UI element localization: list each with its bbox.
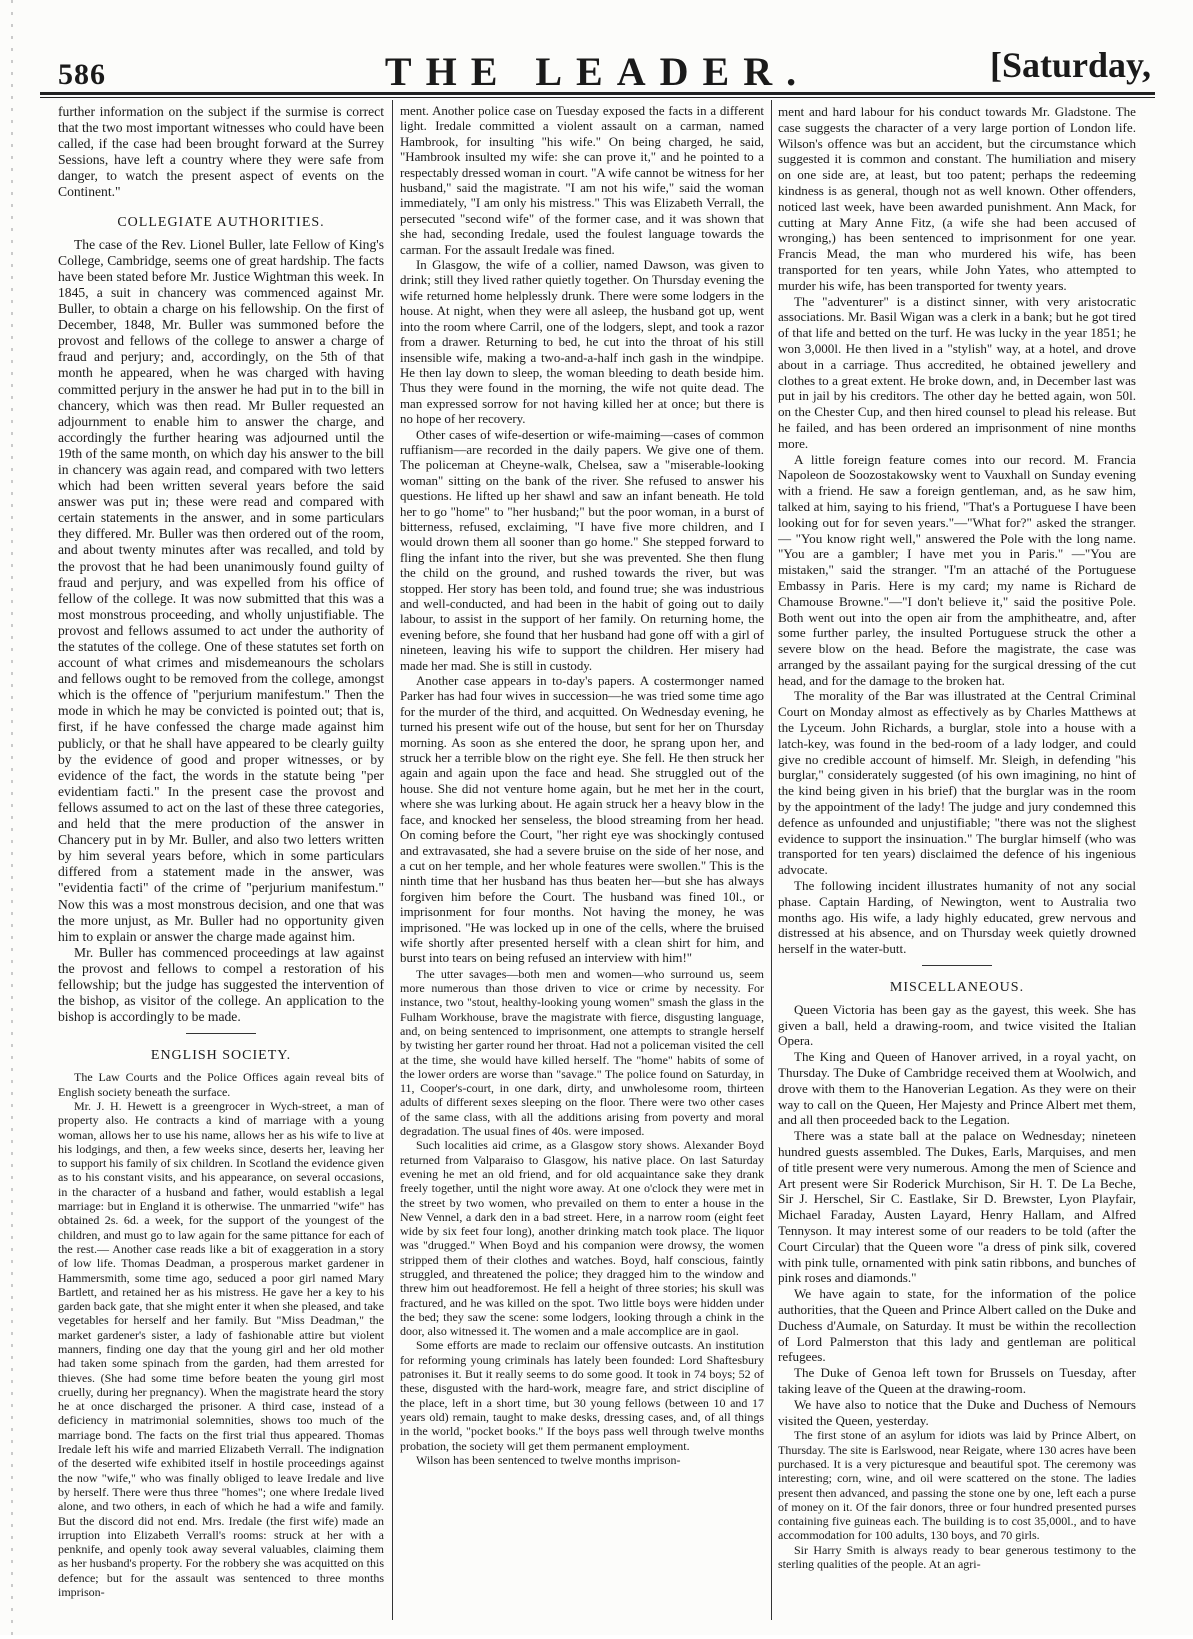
article-text: The "adventurer" is a distinct sinner, with very aristocratic associations. Mr. Basil Wigan was a clerk in a bank; but he got tired of that life and betted on the turf. He was lucky in the year 1851; he won 3,000l. He then lived in a "stylish" way, at a hotel, and drove about in a carriage. Thus accredited, he obtained jewellery and clothes to a great extent. He broke down, and, in December last was put in jail by his creditors. The other day he betted again, won 50l. on the Chester Cup, and then hired counsel to plead his release. But he failed, and has been ordered an imprisonment of nine months more. [778,293,1136,451]
section-divider [922,965,992,966]
article-text: The first stone of an asylum for idiots was laid by Prince Albert, on Thursday. The site is Earlswood, near Reigate, where 130 acres have been purchased. It is a very picturesque and beautiful spot. The ceremony was interesting; corn, wine, and oil were scattered on the stone. The ladies present then advanced, and passing the stone one by one, left each a purse of money on it. Of the fair donors, three or four hundred presented purses containing five guineas each. The building is to cost 35,000l., and to have accommodation for 100 adults, 130 boys, and 70 girls. [778,1428,1136,1543]
article-text: ment and hard labour for his conduct towards Mr. Gladstone. The case suggests the character of a very large portion of London life. Wilson's offence was but an accident, but the circumstance which suggested it is common and constant. The humiliation and misery on one side are, at least, but too patent; perhaps the redeeming kindness is as general, though not as well known. Other offenders, noticed last week, have been awarded punishment. Ann Mack, for cutting at Mary Anne Fitz, (a wife she had been accused of wronging,) has been sentenced to imprisonment for one year. Francis Mead, the man who murdered his wife, has been transported for ten years, while John Yates, who attempted to murder his wife, has been transported for twenty years. [778,104,1136,293]
column-1 [58,104,384,1619]
section-heading: ENGLISH SOCIETY. [150,1048,292,1064]
article-text: In Glasgow, the wife of a collier, named Dawson, was given to drink; still they lived rather quietly together. On Thursday evening the wife returned home helplessly drunk. There were some lodgers in the house. At night, when they were all asleep, the husband got up, went into the room where Carril, one of the lodgers, slept, and took a razor from a drawer. Returning to bed, he cut into the throat of his still insensible wife, making a two-and-a-half inch gash in the windpipe. He then lay down to sleep, the woman bleeding to death beside him. Thus they were found in the morning, the wife not quite dead. The man expressed sorrow for not having killed her at once; but there is no hope of her recovery. [400,258,764,427]
article-text: Sir Harry Smith is always ready to bear generous testimony to the sterling qualities of the people. At an agri- [778,1542,1136,1572]
article-text: We have again to state, for the information of the police authorities, that the Queen and Prince Albert called on the Duke and Duchess d'Aumale, on Saturday. It must be within the recollection of Lord Palmerston that this lady and gentleman are political refugees. [778,1286,1136,1365]
section-heading: COLLEGIATE AUTHORITIES. [117,214,325,230]
article-text: Wilson has been sentenced to twelve months imprison- [416,1452,681,1467]
masthead-rule [40,92,1155,95]
article-text: Other cases of wife-desertion or wife-maiming—cases of common ruffianism—are recorded in the daily papers. We give one of them. The policeman at Cheyne-walk, Chelsea, saw a "miserable-looking woman" sitting on the bank of the river. She refused to answer his questions. He lifted up her shawl and saw an infant beneath. He told her to go "home" to "her husband;" but the poor woman, in a burst of bitterness, refused, exclaiming, "I have five more children, and I would drown them all sooner than go home." She stepped forward to fling the infant into the river, but she was prevented. She then flung the child on the ground, and rushed towards the river, but was stopped. Her story has been told, and found true; she was industrious and well-conducted, and had been in the habit of going out to daily labour, to assist in the support of her family. On returning home, the evening before, she found that her husband had gone off with a girl of nineteen, leaving his wife to support the children. Her misery had made her mad. She is still in custody. [400,427,764,673]
article-text: There was a state ball at the palace on Wednesday; nineteen hundred guests assembled. The Dukes, Earls, Marquises, and men of title present were very numerous. Among the men of Science and Art present were Sir Roderick Murchison, Sir H. T. De La Beche, Sir J. Herschel, Sir C. Eastlake, Sir D. Brewster, Lyon Playfair, Michael Faraday, Austen Layard, Henry Hallam, and Alfred Tennyson. It may interest some of our readers to be told (after the Court Circular) that the Queen wore "a dress of pink silk, covered with pink tulle, ornamented with pink satin ribbons, and bunches of pink roses and diamonds." [778,1128,1136,1286]
article-text: Mr. J. H. Hewett is a greengrocer in Wych-street, a man of property also. He contracts a kind of marriage with a young woman, allows her to use his name, allows her as his wife to live at his lodgings, and then, a few weeks since, deserts her, leaving her to support his family of six children. In Scotland the evidence given as to his constant visits, and his appearance, on several occasions, in the character of a husband and father, would establish a legal marriage: but in England it is otherwise. The unmarried "wife" has obtained 2s. 6d. a week, for the support of the youngest of the children, and must go to law again for the same pittance for each of the rest.— Another case reads like a bit of exaggeration in a story of low life. Thomas Deadman, a prosperous market gardener in Hammersmith, some time ago, seduced a poor girl named Mary Bartlett, and retained her as his mistress. He gave her a key to his garden back gate, that she might enter it when she pleased, and take vegetables for herself and her family. But "Miss Deadman," the market gardener's sister, a lady of fashionable attire but violent manners, finding one day that the young girl and her old mother had taken some spinach from the garden, had them arrested for thieves. (She had some time before beaten the young girl most cruelly, during her pregnancy). When the magistrate heard the story he at once discharged the prisoner. A third case, instead of a deficiency in matrimonial solemnities, shows too much of the marriage bond. The facts on the first trial thus appeared. Thomas Iredale left his wife and married Elizabeth Verrall. The indignation of the deserted wife exhibited itself in hostile proceedings against the now "wife," who was finally obliged to leave Iredale and live by herself. There were thus three "homes"; one where Iredale lived alone, and two others, in each of which he had a wife and family. But the discord did not end. Mrs. Iredale (the first wife) made an irruption into Elizabeth Verrall's rooms: struck at her with a penknife, and openly took away several valuables, claiming them as her husband's property. For the robbery she was acquitted on this defence; but for the assault was sentenced to three months imprison- [58,1098,384,1600]
article-text: We have also to notice that the Duke and Duchess of Nemours visited the Queen, yesterday. [778,1396,1136,1428]
article-text: Queen Victoria has been gay as the gayest, this week. She has given a ball, held a drawing-room, and twice visited the Italian Opera. [778,1001,1136,1049]
column-divider-2 [771,100,772,1620]
article-text: The Law Courts and the Police Offices again reveal bits of English society beneath the surface. [58,1070,384,1099]
section-divider [186,1033,256,1034]
binding-edge-marks [4,0,18,1635]
article-text: The Duke of Genoa left town for Brussels on Tuesday, after taking leave of the Queen at the drawing-room. [778,1365,1136,1396]
article-text: ment. Another police case on Tuesday exposed the facts in a different light. Iredale committed a violent assault on a carman, named Hambrook, for insulting "his wife." On being charged, he said, "Hambrook insulted my wife: she can prove it," and he pointed to a respectably dressed woman in court. "A wife cannot be witness for her husband," said the magistrate. "I am not his wife," said the woman immediately, "I am only his mistress." This was Elizabeth Verrall, the persecuted "second wife" of the former case, and it was shown that she had, seconding Iredale, used the foulest language towards the carman. For the assault Iredale was fined. [400,104,764,257]
column-2 [400,104,764,1619]
article-text: Another case appears in to-day's papers. A costermonger named Parker has had four wives in succession—he was tried some time ago for the murder of the third, and acquitted. On Wednesday evening, he turned his present wife out of the house, but sent for her on Thursday morning. As soon as she entered the door, he sprang upon her, and struck her a terrible blow on the right eye. She fell. He then struck her again and again upon the face and head. She struggled out of the house. She did not venture home again, but he met her in the court, where she was lurking about. He again struck her a heavy blow in the face, and knocked her senseless, the blood streaming from her head. On coming before the Court, "her right eye was shockingly contused and extravasated, she had a severe bruise on the side of her nose, and a cut on her temple, and her whole features were swollen." This is the ninth time that her husband has thus beaten her—but she has always forgiven him before the Court. The husband was fined 10l., or imprisonment for four months. Not having the money, he was imprisoned. "He was locked up in one of the cells, where the bruised wife shortly after presented herself with a clean shirt for him, and burst into tears on being refused an interview with him!" [400,674,764,966]
article-text: Some efforts are made to reclaim our offensive outcasts. An institution for reforming young criminals has lately been founded: Lord Shaftesbury patronises it. But it really seems to do some good. It took in 74 boys; 52 of these, disgusted with the hard-work, meagre fare, and strict discipline of the place, left in a short time, but 30 young fellows (between 10 and 17 years old) remain, taught to make desks, dressing cases, and, of all things in the world, "pocket books." If the boys pass well through twelve months probation, the society will get them permanent employment. [400,1338,764,1453]
article-text: A little foreign feature comes into our record. M. Francia Napoleon de Soozostakowsky went to Vauxhall on Sunday evening with a friend. He saw a foreign gentleman, and, as he saw him, talked at him, saying to his friend, "That's a Portuguese I have been looking out for for seven years."—"What for?" asked the stranger.— "You know right well," answered the Pole with the long name. "You are a gambler; I have met you in Paris." —"You are mistaken," said the stranger. "I'm an attaché of the Portuguese Embassy in Paris. Here is my card; my name is Richard de Chamouse Browne."—"I don't believe it," said the positive Pole. Both went out into the open air from the amphitheatre, and, after some further parley, the insulted Portuguese struck the other a severe blow on the head. Before the magistrate, the case was arranged by the assailant paying for the surgical dressing of the cut head, and for the damage to the broken hat. [778,451,1136,688]
section-heading: MISCELLANEOUS. [889,980,1025,996]
column-3 [778,104,1136,1619]
article-text: The King and Queen of Hanover arrived, in a royal yacht, on Thursday. The Duke of Cambridge received them at Woolwich, and drove with them to the Hanoverian Legation. As they were on their way to call on the Queen, Her Majesty and Prince Albert met them, and all then proceeded back to the Legation. [778,1049,1136,1128]
issue-day: [Saturday, [989,45,1151,85]
article-text: The following incident illustrates humanity of not any social phase. Captain Harding, of Newington, went to Australia two months ago. His wife, a lady highly educated, grew nervous and distressed at his absence, and on Thursday week quietly drowned herself in the water-butt. [778,878,1136,957]
article-text: The case of the Rev. Lionel Buller, late Fellow of King's College, Cambridge, seems one of great hardship. The facts have been stated before Mr. Justice Wightman this week. In 1845, a suit in chancery was commenced against Mr. Buller, to obtain a charge on his fellowship. On the first of December, 1848, Mr. Buller was summoned before the provost and fellows of the college to answer a charge of fraud and perjury; and, accordingly, on the 5th of that month he appeared, when he was charged with having committed perjury in the answer he had put in to the bill in chancery, which was then read. Mr Buller requested an adjournment to enable him to answer the charge, and accordingly the further hearing was adjourned until the 19th of the same month, on which day his answer to the bill in chancery was again read, and compared with two letters which had been written several years before the said answer was put in; these were read and compared with certain statements in the answer, and in some particulars they differed. Mr. Buller was then ordered out of the room, and about twenty minutes after was recalled, and told by the provost that he had been unanimously found guilty of fraud and perjury, and was expelled from his office of fellow of the college. It was now submitted that this was a most monstrous proceeding, and wholly unjustifiable. The provost and fellows assumed to act under the authority of the statutes of the college. One of these statutes set forth on account of what crimes and misdemeanours the scholars and fellows ought to be removed from the college, amongst which is the offence of "perjurium manifestum." Then the mode in which he may be convicted is pointed out; that is, first, if he have confessed the charge made against him publicly, or that he shall have appeared to be clearly guilty by the evidence of good and proper witnesses, or by evidence of the fact, the words in the statute being "per evidentiam facti." In the present case the provost and fellows assumed to act on the last of these three categories, and held that the mere production of the answer in Chancery put in by Mr. Buller, and also two letters written by him several years before, which in some particulars differed from a statement made in the answer, was "evidentia facti" of the crime of "perjurium manifestum." Now this was a most monstrous decision, and one that was the more unjust, as Mr. Buller had no opportunity given him to explain or answer the charge made against him. [58,236,384,944]
binding-edge [4,0,18,1635]
article-text: The morality of the Bar was illustrated at the Central Criminal Court on Monday almost as effectively as by Charles Matthews at the Lyceum. John Richards, a burglar, stole into a house with a latch-key, was found in the bed-room of a lady lodger, and could give no credible account of himself. Mr. Sleigh, in defending "his burglar," considerately suggested (of his own imagining, no hint of the kind being given in his brief) that the burglar was in the room by the appointment of the lady! The judge and jury condemned this defence as unfounded and unjustifiable; "there was not the slighest evidence to support the insinuation." The burglar himself (who was transported for ten years) disclaimed the defence of his ingenious advocate. [778,688,1136,878]
masthead [40,40,1155,98]
page-number: 586 [58,58,106,91]
article-text: The utter savages—both men and women—who surround us, seem more numerous than those driven to vice or crime by necessity. For instance, two "stout, healthy-looking young women" smash the glass in the Fulham Workhouse, brave the magistrate with fierce, disgusting language, and, on being sentenced to imprisonment, one attempts to strangle herself by twisting her garter round her throat. Had not a policeman visited the cell at the time, she would have killed herself. The "home" habits of some of the lower orders are worse than "savage." The police found on Saturday, in 11, Cooper's-court, in one dark, dirty, and unwholesome room, thirteen adults of different sexes sleeping on the floor. There were two other cases of the same class, with all the additions arising from poverty and moral degradation. The usual fines of 40s. were imposed. [400,966,764,1139]
column-divider-1 [392,100,393,1620]
article-text: Mr. Buller has commenced proceedings at law against the provost and fellows to compel a restoration of his fellowship; but the judge has suggested the intervention of the bishop, as visitor of the college. An application to the bishop is accordingly to be made. [58,944,384,1025]
masthead-rule-thin [40,97,1155,98]
article-text: Such localities aid crime, as a Glasgow story shows. Alexander Boyd returned from Valparaiso to Glasgow, his native place. On last Saturday evening he met an old friend, and for old acquaintance sake they drank freely together, until the night wore away. At one o'clock they were met in the street by two women, who prevailed on them to enter a house in the New Vennel, a dark den in a bad street. Here, in a narrow room (eight feet wide by six feet four long), another drinking match took place. The liquor was "drugged." When Boyd and his companion were drowsy, the women stripped them of their clothes and watches. Boyd, half conscious, faintly struggled, and threatened the police; they dragged him to the window and threw him out headforemost. He fell a height of three stories; his skull was fractured, and he was killed on the spot. Two little boys were hidden under the bed; they saw the scene: some lodgers, looking through a chink in the door, also witnessed it. The women and a male accomplice are in gaol. [400,1138,764,1339]
article-text: further information on the subject if the surmise is correct that the two most important witnesses who could have been called, if the case had been brought forward at the Surrey Sessions, have left a country where they were safe from danger, to watch the present aspect of events on the Continent." [58,104,384,200]
newspaper-title: THE LEADER. [384,49,811,94]
